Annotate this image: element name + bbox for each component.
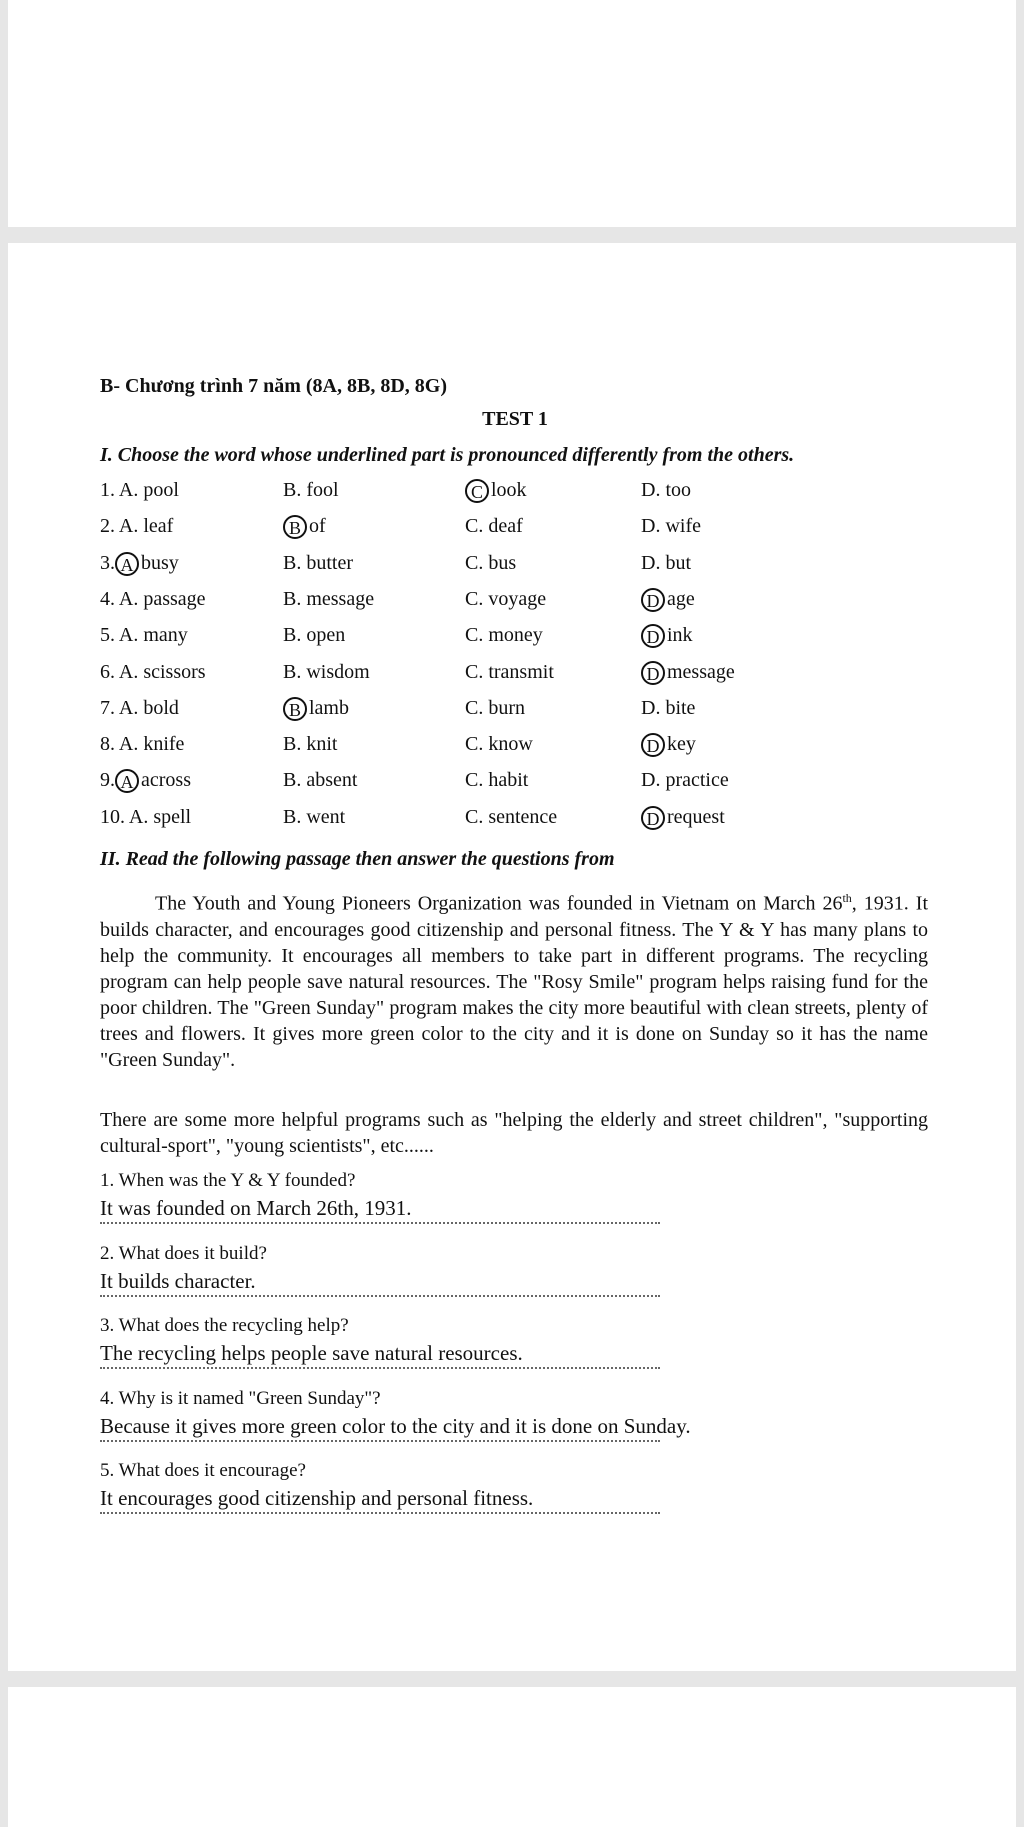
passage-paragraph-2: There are some more helpful programs such as "helping the elderly and street children", "supporting cultural-sport", "young scientists", etc......: [100, 1109, 928, 1157]
option-d: [641, 769, 729, 792]
answer-circle: C: [465, 479, 489, 503]
passage-text-post: , 1931. It builds character, and encourages good citizenship and personal fitness. The Y & Y has many plans to help the community. It encourages all members to take part in different programs. The recycling program can help people save natural resources. The "Rosy Smile" program helps raising fund for the poor children. The "Green Sunday" program makes the city more beautiful with clean streets, plenty of trees and flowers. It gives more green color to the city and it is done on Sunday so it has the name "Green Sunday".: [100, 892, 928, 1071]
option-text: C. transmit: [465, 660, 554, 683]
option-b: [283, 733, 337, 756]
answer-circle: B: [283, 515, 307, 539]
option-text: C. deaf: [465, 515, 523, 538]
option-text: message: [667, 660, 735, 683]
option-text: C. know: [465, 733, 533, 756]
option-text: look: [491, 479, 527, 501]
option-text: 2. A.: [100, 515, 144, 538]
option-text: lamb: [309, 696, 349, 719]
option-b: [283, 588, 374, 611]
option-b: [283, 697, 349, 721]
option-text: B. went: [283, 805, 346, 828]
option-d: [641, 733, 696, 757]
option-text: D. too: [641, 479, 691, 501]
answer-circle: A: [115, 769, 139, 793]
option-a: [100, 624, 188, 647]
option-text: B. open: [283, 624, 346, 647]
question-text: 4. Why is it named "Green Sunday"?: [100, 1387, 381, 1409]
option-c: [465, 515, 523, 538]
option-text: C. habit: [465, 769, 529, 792]
answer-line: Because it gives more green color to the city and it is done on Sunday.: [100, 1414, 660, 1442]
exercise-row: [100, 588, 930, 618]
option-text: D. bite: [641, 696, 696, 719]
option-d: [641, 479, 691, 502]
option-a: [100, 697, 179, 720]
answer-circle: A: [115, 552, 139, 576]
option-a: [100, 806, 191, 829]
option-a: [100, 733, 184, 756]
option-c: [465, 806, 557, 829]
exercise-row: [100, 806, 930, 836]
option-b: [283, 624, 345, 647]
option-b: [283, 806, 345, 829]
option-text: bold: [143, 696, 179, 719]
option-text: 6. A.: [100, 660, 144, 683]
exercise-row: [100, 769, 930, 799]
option-d: [641, 588, 695, 612]
option-text: spell: [153, 805, 192, 828]
option-text: age: [667, 587, 695, 610]
passage-paragraph-1: [100, 885, 928, 1073]
option-text: request: [667, 805, 725, 828]
section1-heading: I. Choose the word whose underlined part is pronounced differently from the others.: [100, 444, 795, 466]
option-text: of: [309, 515, 326, 538]
option-text: 8. A.: [100, 733, 144, 756]
program-title: B- Chương trình 7 năm (8A, 8B, 8D, 8G): [100, 375, 447, 397]
option-text: D. wife: [641, 515, 701, 538]
exercise-row: [100, 479, 930, 509]
option-c: [465, 588, 546, 611]
option-b: [283, 479, 339, 502]
question-text: 1. When was the Y & Y founded?: [100, 1170, 356, 1191]
question-text: 2. What does it build?: [100, 1242, 267, 1264]
answer-circle: D: [641, 806, 665, 830]
option-text: key: [667, 733, 696, 756]
answer-circle: D: [641, 624, 665, 648]
option-c: [465, 769, 528, 792]
answer-circle: D: [641, 733, 665, 757]
question-text: 5. What does it encourage?: [100, 1460, 306, 1481]
test-title: TEST 1: [482, 408, 548, 430]
option-text: B. wisdom: [283, 660, 370, 683]
option-text: ink: [667, 624, 693, 647]
option-c: [465, 697, 525, 720]
option-text: pool: [143, 479, 179, 501]
option-text: 3.: [100, 551, 115, 574]
option-text: 10. A.: [100, 805, 154, 828]
passage-sup: th: [842, 891, 852, 905]
page-bottom-blank: [8, 1687, 1016, 1827]
option-c: [465, 479, 527, 503]
answer-line: It encourages good citizenship and personal fitness.: [100, 1486, 660, 1514]
option-text: knife: [143, 733, 185, 756]
option-a: [100, 588, 206, 611]
option-text: B. message: [283, 587, 375, 610]
page-top-blank: [8, 0, 1016, 227]
option-c: [465, 733, 533, 756]
option-c: [465, 661, 554, 684]
option-c: [465, 624, 543, 647]
option-text: 5. A.: [100, 624, 144, 647]
exercise-row: [100, 697, 930, 727]
section2-heading: II. Read the following passage then answer the questions from: [100, 848, 615, 870]
answer-circle: D: [641, 661, 665, 685]
option-text: 9.: [100, 769, 115, 792]
option-text: C. sentence: [465, 805, 558, 828]
option-text: 4. A.: [100, 587, 144, 610]
answer-line: It was founded on March 26th, 1931.: [100, 1196, 660, 1224]
exercise-row: [100, 624, 930, 654]
passage-text-pre: The Youth and Young Pioneers Organization was founded in Vietnam on March 26: [155, 892, 843, 915]
option-text: B. butter: [283, 551, 353, 574]
option-text: B. absent: [283, 769, 358, 792]
answer-line: It builds character.: [100, 1269, 660, 1297]
option-text: C. voyage: [465, 587, 547, 610]
document-page: [8, 243, 1016, 1671]
option-text: C. burn: [465, 696, 525, 719]
option-text: scissors: [143, 660, 206, 683]
option-text: C. money: [465, 624, 543, 647]
option-text: across: [141, 769, 191, 792]
option-d: [641, 661, 735, 685]
option-a: [100, 479, 179, 502]
option-text: D. practice: [641, 769, 729, 792]
option-a: [100, 769, 191, 793]
answer-circle: D: [641, 588, 665, 612]
option-c: [465, 552, 516, 575]
option-d: [641, 552, 691, 575]
exercise-row: [100, 661, 930, 691]
option-text: B. fool: [283, 479, 339, 501]
option-text: passage: [143, 587, 206, 610]
exercise-row: [100, 552, 930, 582]
option-d: [641, 624, 693, 648]
option-b: [283, 552, 353, 575]
option-text: 7. A.: [100, 696, 144, 719]
option-d: [641, 697, 695, 720]
exercise-row: [100, 733, 930, 763]
option-b: [283, 515, 326, 539]
answer-circle: B: [283, 697, 307, 721]
option-text: leaf: [143, 515, 174, 538]
option-text: 1. A.: [100, 479, 144, 501]
option-text: D. but: [641, 551, 691, 574]
answer-line: The recycling helps people save natural resources.: [100, 1341, 660, 1369]
question-text: 3. What does the recycling help?: [100, 1315, 349, 1336]
option-text: busy: [141, 551, 179, 574]
exercise-row: [100, 515, 930, 545]
option-b: [283, 661, 370, 684]
option-text: C. bus: [465, 551, 517, 574]
option-d: [641, 515, 701, 538]
option-a: [100, 552, 179, 576]
option-b: [283, 769, 357, 792]
option-text: many: [143, 624, 188, 647]
option-a: [100, 661, 206, 684]
option-a: [100, 515, 173, 538]
option-d: [641, 806, 725, 830]
option-text: B. knit: [283, 733, 338, 756]
